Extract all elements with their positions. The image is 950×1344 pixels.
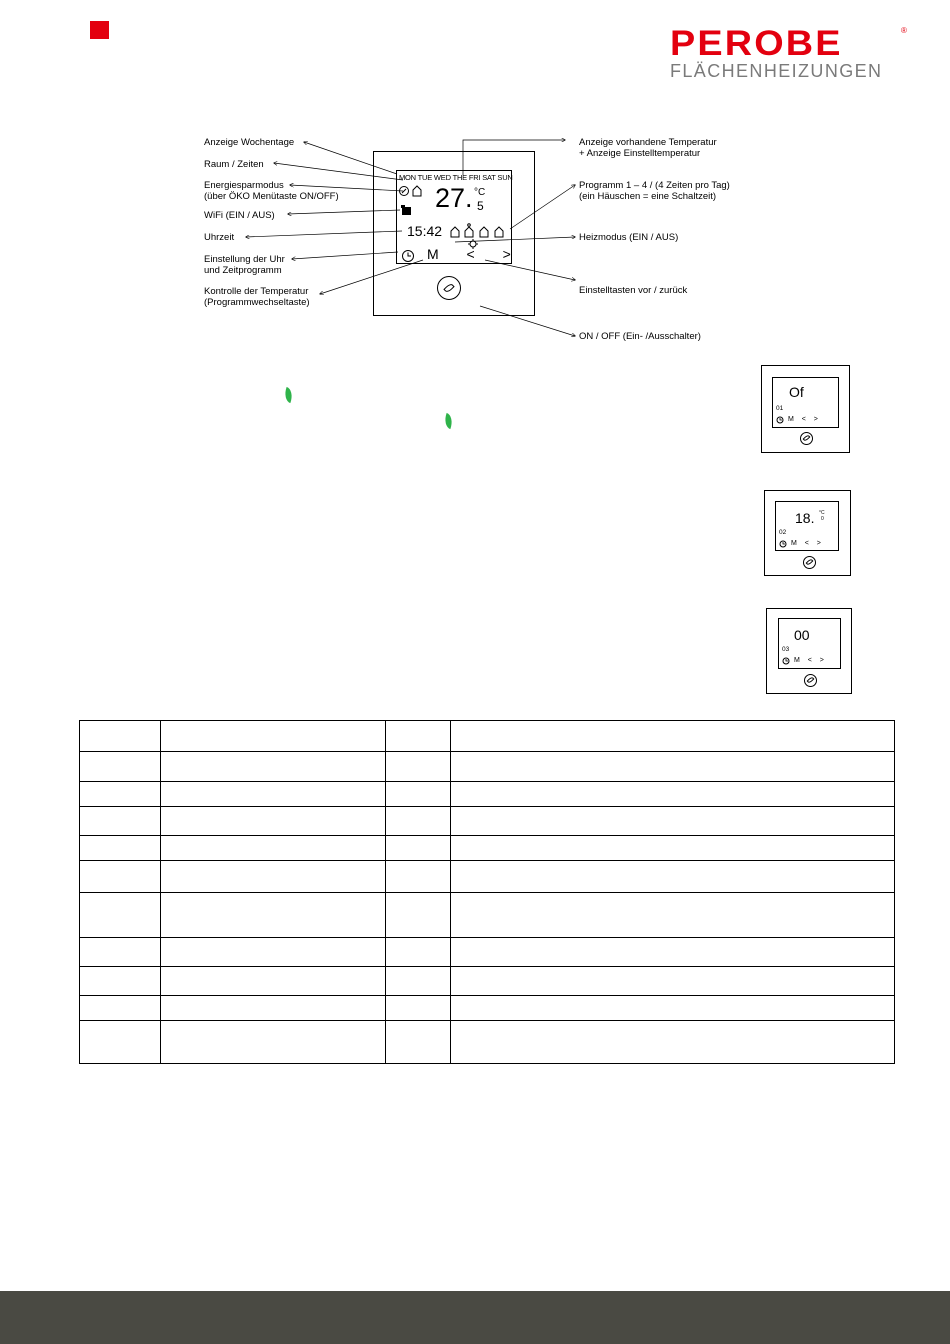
table-row <box>80 721 895 752</box>
leaf-icon <box>443 282 454 293</box>
thermostat-device <box>373 151 535 316</box>
label-program: Programm 1 – 4 / (4 Zeiten pro Tag) (ein Häuschen = eine Schaltzeit) <box>579 180 730 202</box>
label-current-temperature: Anzeige vorhandene Temperatur + Anzeige Einstelltemperatur <box>579 137 717 159</box>
table-row <box>80 1021 895 1064</box>
mini-index: 03 <box>782 646 790 653</box>
footer-bar <box>0 1291 950 1344</box>
label-weekday-display: Anzeige Wochentage <box>204 137 295 148</box>
table-row <box>80 893 895 938</box>
leaf-icon <box>803 434 811 442</box>
leaf-icon <box>807 676 815 684</box>
table-row <box>80 807 895 836</box>
label-heating-mode: Heizmodus (EIN / AUS) <box>579 232 679 243</box>
temperature-readout: 27. <box>435 183 473 213</box>
eco-and-house-icons <box>399 185 427 197</box>
thermostat-screen <box>396 170 523 264</box>
table-row <box>80 861 895 893</box>
perobe-logo <box>670 26 910 82</box>
table-row <box>80 938 895 967</box>
label-room-times: Raum / Zeiten <box>204 159 264 170</box>
mini-screen <box>778 618 841 669</box>
mini-controls: M < > <box>791 540 824 547</box>
mini-unit: °C <box>819 510 825 516</box>
clock-icon <box>776 416 784 424</box>
clock-icon <box>401 249 415 263</box>
label-energy-saving: Energiesparmodus (über ÖKO Menütaste ON/OFF) <box>204 180 339 202</box>
mini-value: 18. <box>795 510 815 526</box>
mini-screen <box>775 501 839 551</box>
table-row <box>80 967 895 996</box>
temperature-unit: °C <box>474 187 486 198</box>
red-corner-marker <box>90 21 109 39</box>
leaf-icon <box>806 558 814 566</box>
settings-table <box>79 720 895 1064</box>
mini-screen <box>772 377 839 428</box>
green-leaf-icon <box>442 413 455 429</box>
label-wifi: WiFi (EIN / AUS) <box>204 210 275 221</box>
green-leaf-icon <box>282 387 295 403</box>
table-row <box>80 836 895 861</box>
label-adjust-buttons: Einstelltasten vor / zurück <box>579 285 688 296</box>
clock-icon <box>782 657 790 665</box>
thermostat-diagram <box>180 128 740 350</box>
mini-decimal: 0 <box>821 516 824 522</box>
mini-display-2 <box>764 490 851 576</box>
clock-icon <box>779 540 787 548</box>
table-row <box>80 782 895 807</box>
logo-registered-mark: ® <box>901 26 907 35</box>
label-clock-setting: Einstellung der Uhr und Zeitprogramm <box>204 254 285 276</box>
mini-index: 01 <box>776 405 784 412</box>
mini-controls: M < > <box>788 416 821 423</box>
label-clock: Uhrzeit <box>204 232 235 243</box>
label-temperature-control: Kontrolle der Temperatur (Programmwechseltaste) <box>204 286 310 308</box>
logo-wordmark: PEROBE <box>670 24 843 63</box>
mini-power-button[interactable] <box>803 556 816 569</box>
logo-subtitle: FLÄCHENHEIZUNGEN <box>670 61 883 81</box>
weekday-row: MON TUE WED THE FRI SAT SUN <box>399 173 513 182</box>
mini-index: 02 <box>779 529 787 536</box>
mode-buttons-row: M < > <box>427 246 523 262</box>
label-on-off: ON / OFF (Ein- /Ausschalter) <box>579 331 701 342</box>
mini-power-button[interactable] <box>800 432 813 445</box>
temperature-decimal: 5 <box>477 199 484 213</box>
wifi-icon <box>401 204 413 216</box>
mini-value: Of <box>789 384 804 400</box>
mini-display-3 <box>766 608 852 694</box>
table-row <box>80 752 895 782</box>
clock-readout: 15:42 <box>407 223 443 239</box>
mini-value: 00 <box>794 627 810 643</box>
mini-power-button[interactable] <box>804 674 817 687</box>
mini-controls: M < > <box>794 657 827 664</box>
power-button[interactable] <box>437 276 461 300</box>
mini-display-1 <box>761 365 850 453</box>
table-row <box>80 996 895 1021</box>
